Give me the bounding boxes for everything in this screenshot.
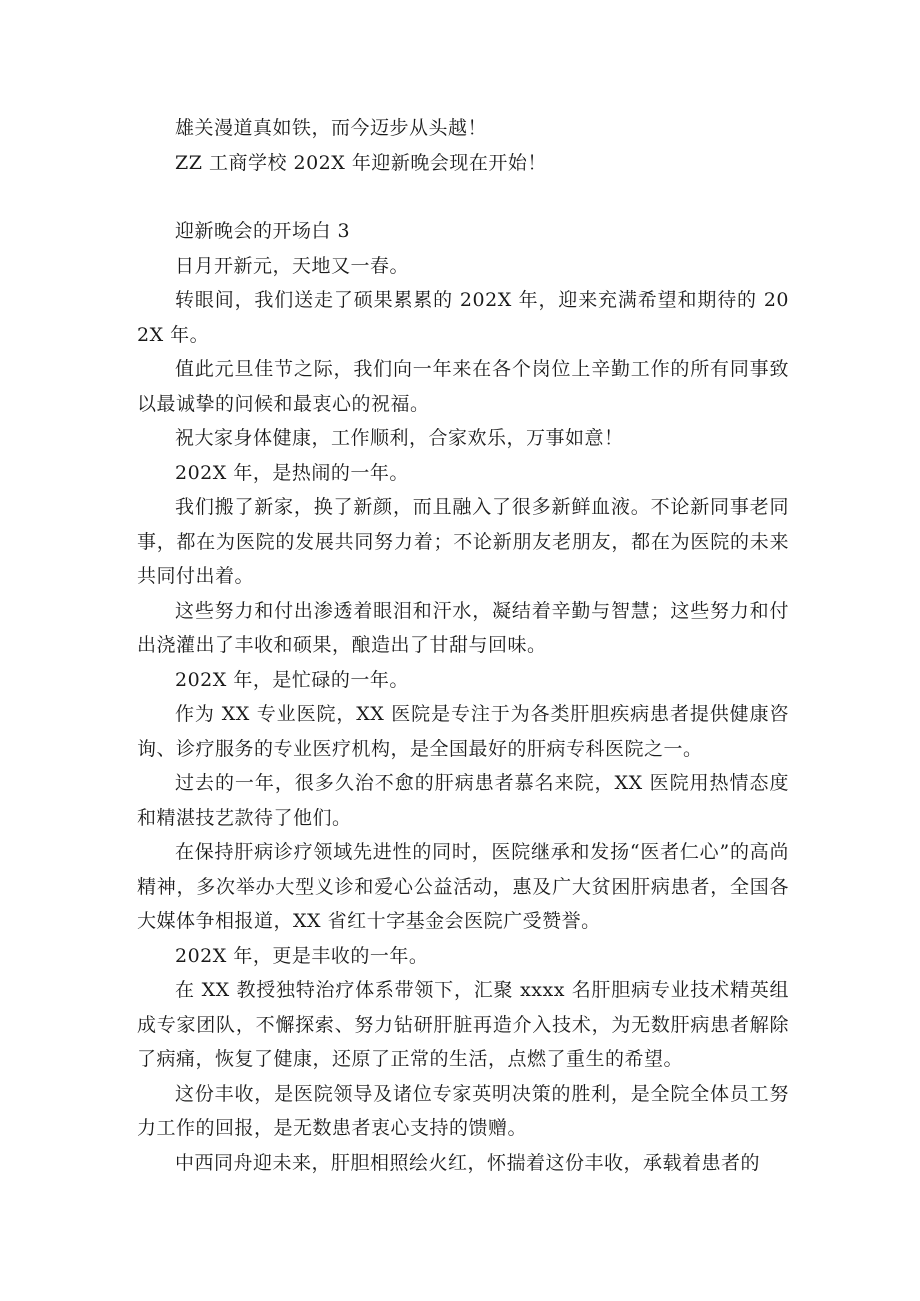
- paragraph: ZZ 工商学校 202X 年迎新晚会现在开始！: [175, 151, 547, 174]
- paragraph: 过去的一年，很多久治不愈的肝病患者慕名来院，XX 医院用热情态度和精湛技艺款待了他们。: [137, 772, 789, 829]
- paragraph: 在 XX 教授独特治疗体系带领下，汇聚 xxxx 名肝胆病专业技术精英组成专家团队，不懈探索、努力钻研肝脏再造介入技术，为无数肝病患者解除了病痛，恢复了健康，还原了正常的生活，点燃了重生的希望。: [137, 979, 789, 1070]
- paragraph: 中西同舟迎未来，肝胆相照绘火红，怀揣着这份丰收，承载着患者的: [175, 1151, 761, 1174]
- paragraph: 在保持肝病诊疗领域先进性的同时，医院继承和发扬“医者仁心”的高尚精神，多次举办大型义诊和爱心公益活动，惠及广大贫困肝病患者，全国各大媒体争相报道，XX 省红十字基金会医院广受赞誉。: [137, 841, 789, 932]
- paragraph: 202X 年，是热闹的一年。: [175, 461, 409, 484]
- paragraph: 202X 年，更是丰收的一年。: [175, 944, 429, 967]
- paragraph: 值此元旦佳节之际，我们向一年来在各个岗位上辛勤工作的所有同事致以最诚挚的问候和最衷心的祝福。: [137, 358, 789, 415]
- paragraph: 作为 XX 专业医院，XX 医院是专注于为各类肝胆疾病患者提供健康咨询、诊疗服务的专业医疗机构，是全国最好的肝病专科医院之一。: [137, 703, 789, 760]
- paragraph: 202X 年，是忙碌的一年。: [175, 668, 409, 691]
- paragraph: 我们搬了新家，换了新颜，而且融入了很多新鲜血液。不论新同事老同事，都在为医院的发展共同努力着；不论新朋友老朋友，都在为医院的未来共同付出着。: [137, 496, 789, 587]
- section-heading: 迎新晚会的开场白 3: [175, 220, 351, 242]
- document-body: [137, 111, 789, 1180]
- paragraph: 日月开新元，天地又一春。: [175, 254, 410, 277]
- paragraph: 雄关漫道真如铁，而今迈步从头越！: [175, 117, 488, 139]
- paragraph: 祝大家身体健康，工作顺利，合家欢乐，万事如意！: [175, 427, 624, 449]
- blank-line: [137, 180, 789, 214]
- paragraph: 转眼间，我们送走了硕果累累的 202X 年，迎来充满希望和期待的 202X 年。: [137, 289, 789, 346]
- paragraph: 这份丰收，是医院领导及诸位专家英明决策的胜利，是全院全体员工努力工作的回报，是无数患者衷心支持的馈赠。: [137, 1082, 789, 1139]
- paragraph: 这些努力和付出渗透着眼泪和汗水，凝结着辛勤与智慧；这些努力和付出浇灌出了丰收和硕果，酿造出了甘甜与回味。: [137, 599, 789, 656]
